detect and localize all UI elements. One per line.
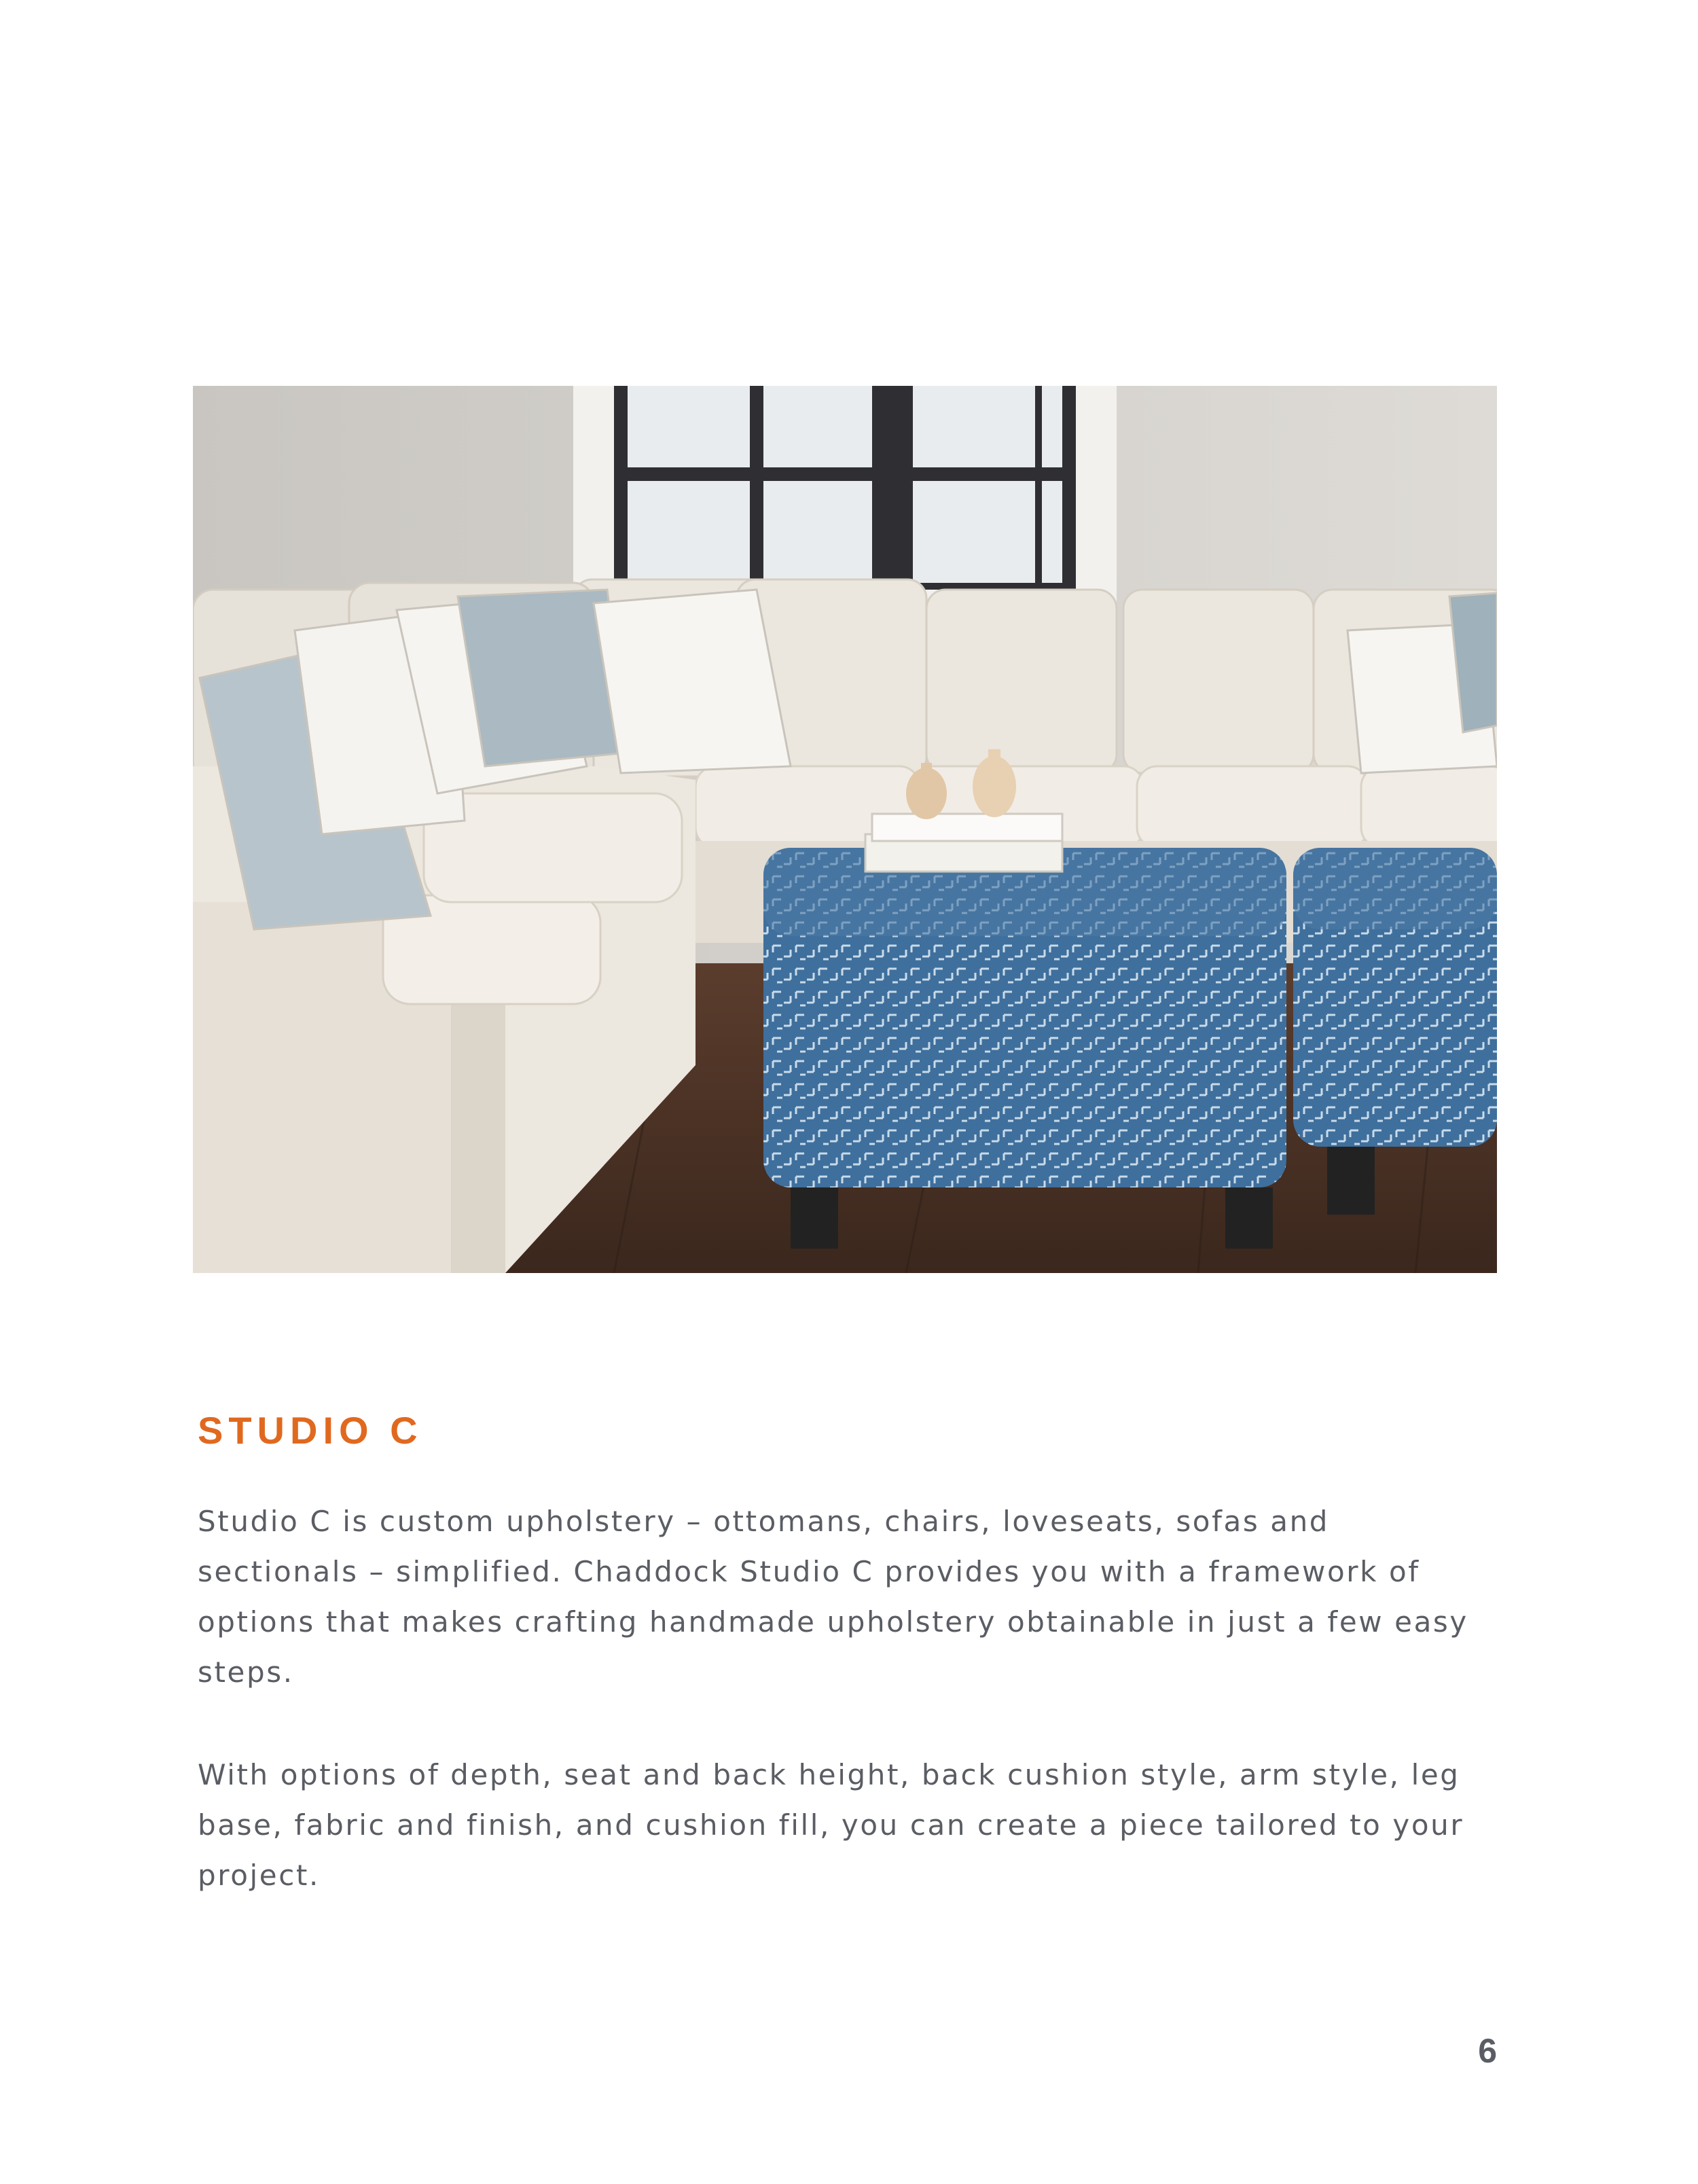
intro-paragraph: Studio C is custom upholstery – ottomans, chairs, loveseats, sofas and sectionals – simplified. Chaddock Studio C provides you with a framework of options that makes crafting handmade upholstery obtainable in just a few easy steps. <box>198 1505 1468 1689</box>
page-number: 6 <box>1478 2032 1497 2070</box>
section-heading: STUDIO C <box>198 1409 423 1452</box>
sectional-sofa-illustration <box>193 386 1497 1273</box>
options-paragraph: With options of depth, seat and back height, back cushion style, arm style, leg base, fabric and finish, and cushion fill, you can create a piece tailored to your project. <box>198 1758 1464 1892</box>
hero-photo-sectional-sofa <box>193 386 1497 1273</box>
